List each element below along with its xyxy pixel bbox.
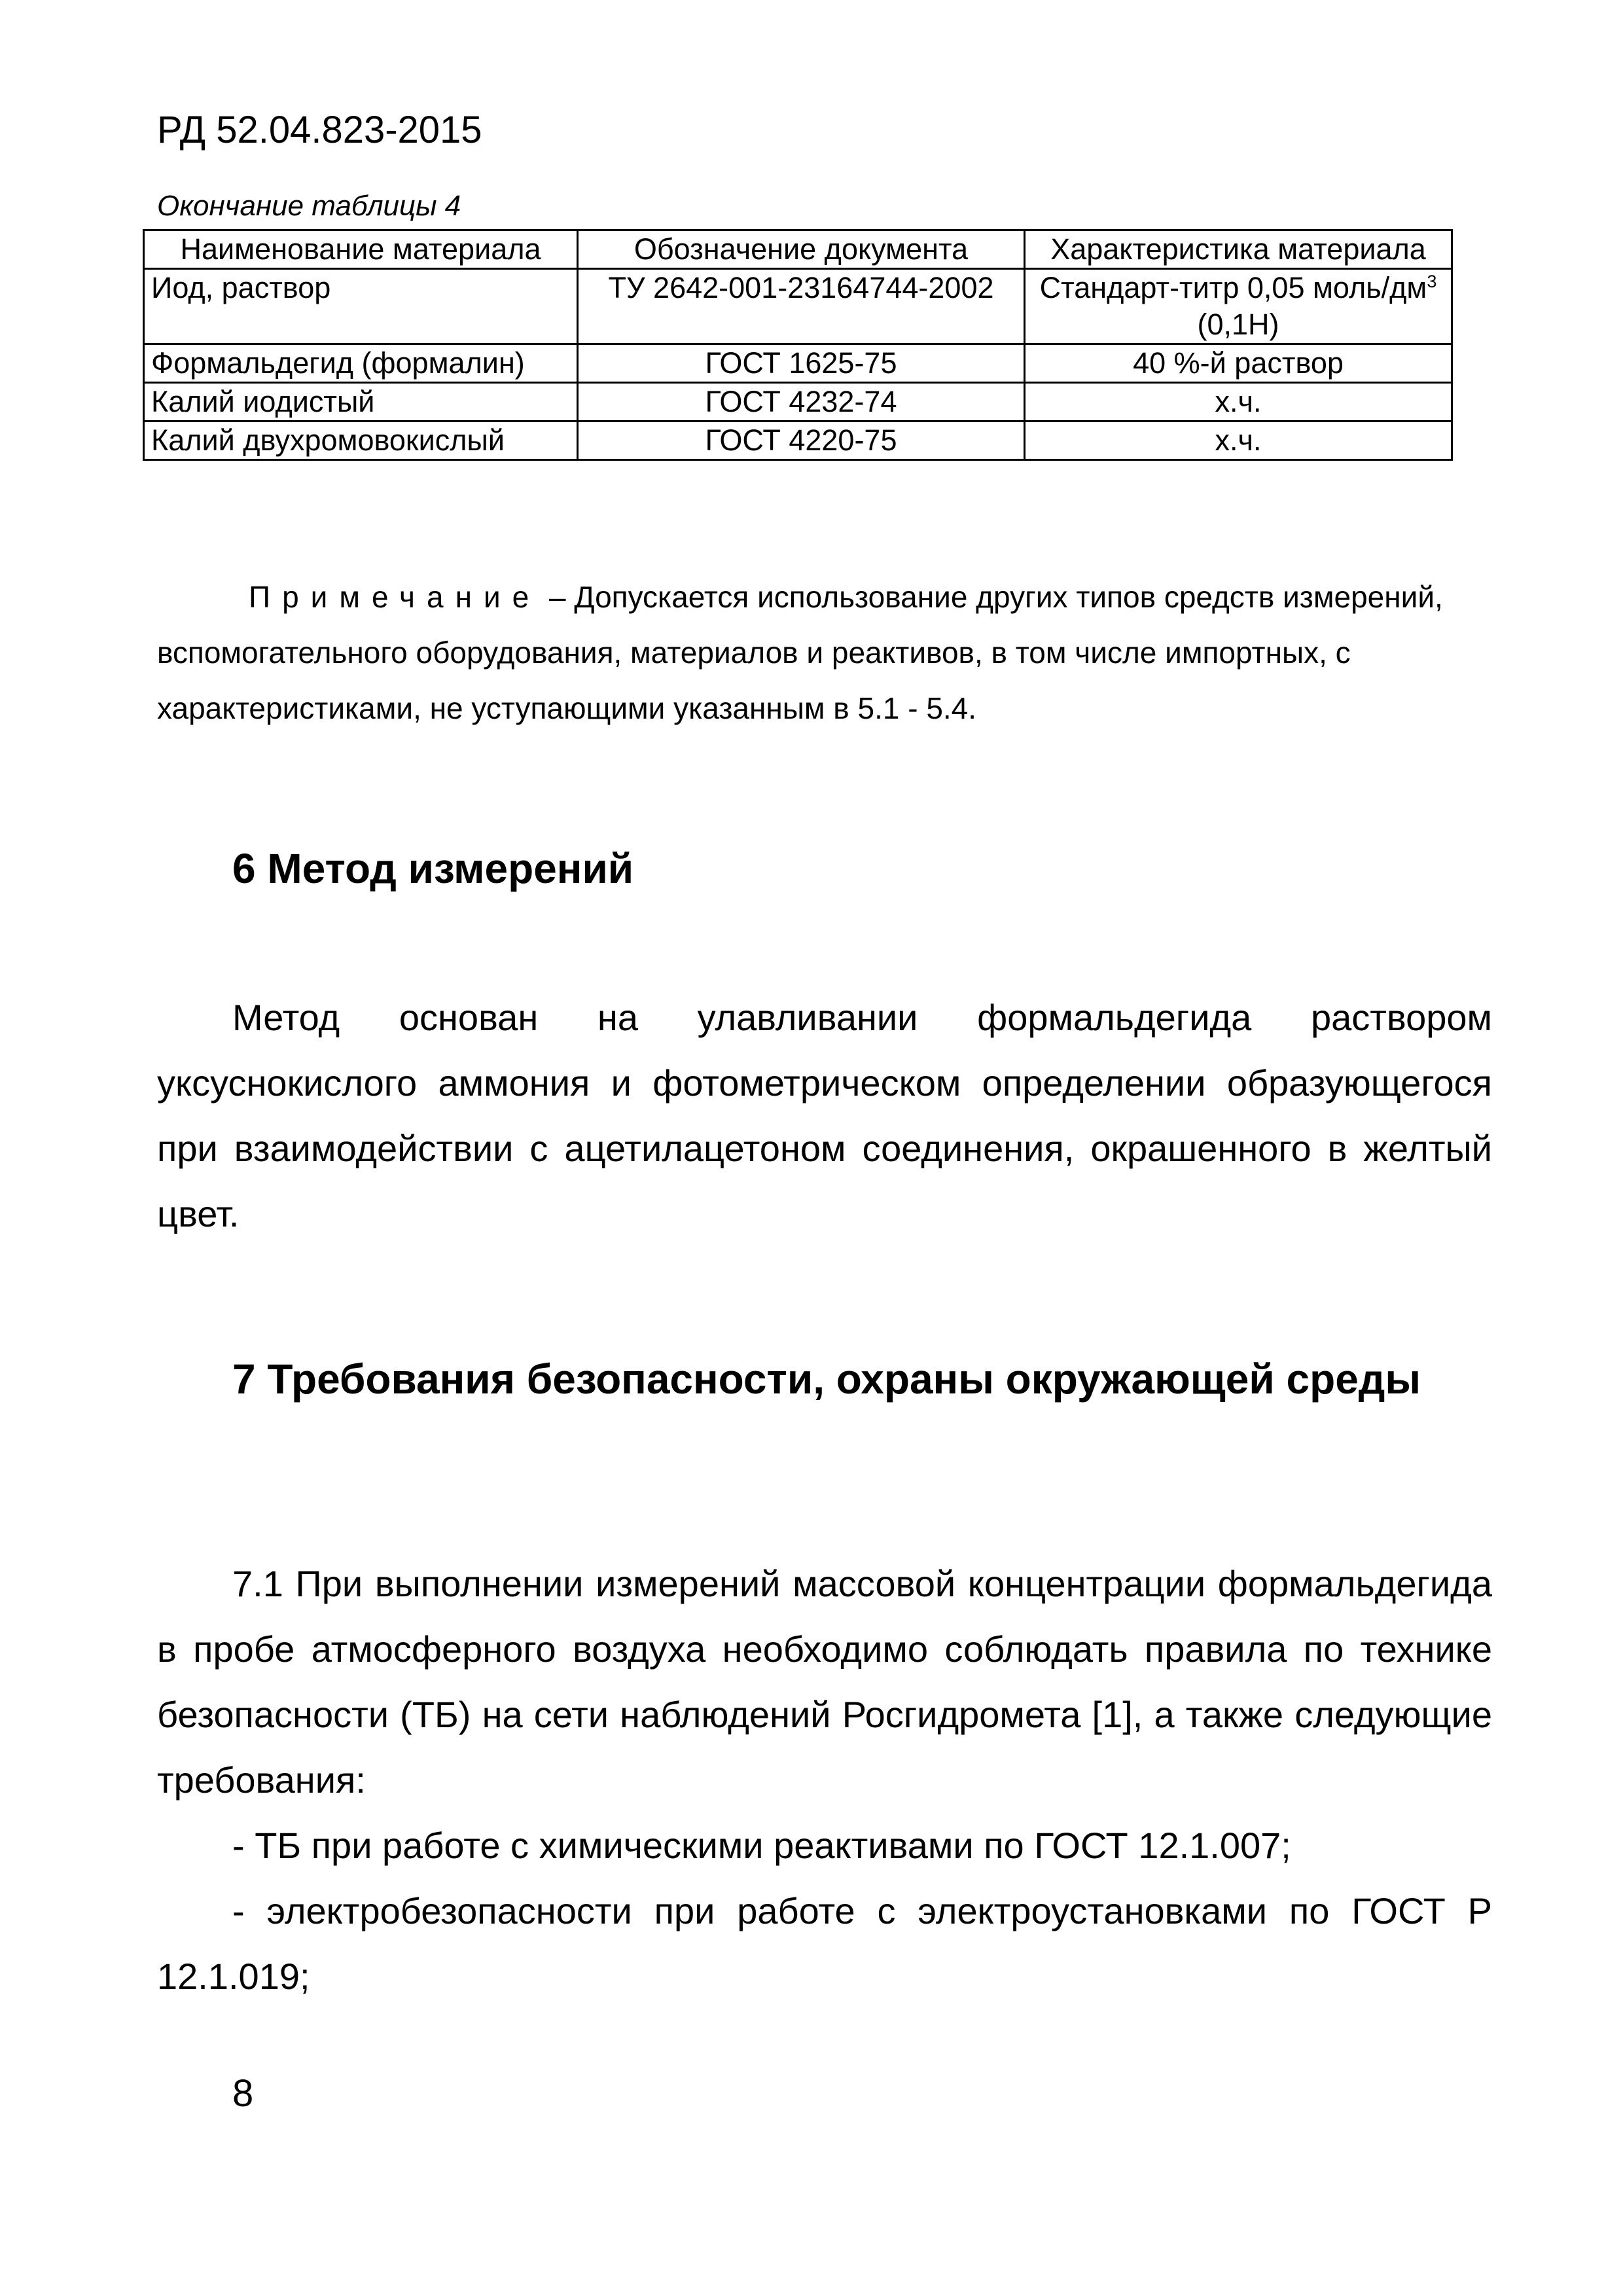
cell-char: 40 %-й раствор bbox=[1025, 344, 1452, 383]
section-6-body bbox=[157, 985, 1492, 1247]
cell-char: х.ч. bbox=[1025, 383, 1452, 422]
document-number: РД 52.04.823-2015 bbox=[157, 109, 482, 151]
table-header-row bbox=[144, 230, 1452, 269]
cell-doc: ТУ 2642-001-23164744-2002 bbox=[578, 269, 1025, 344]
list-item bbox=[157, 1878, 1492, 2009]
cell-doc: ГОСТ 4220-75 bbox=[578, 422, 1025, 460]
list-item-text: - ТБ при работе с химическими реактивами по ГОСТ 12.1.007; bbox=[232, 1825, 1291, 1866]
cell-doc: ГОСТ 1625-75 bbox=[578, 344, 1025, 383]
cell-doc: ГОСТ 4232-74 bbox=[578, 383, 1025, 422]
section-7-heading bbox=[157, 1355, 1466, 1403]
cell-char-superscript: 3 bbox=[1427, 272, 1437, 291]
cell-char: х.ч. bbox=[1025, 422, 1452, 460]
section-6-text: Метод основан на улавливании формальдегида раствором уксуснокислого аммония и фотометрическом определении образующегося при взаимодействии с ацетилацетоном соединения, окрашенного в желтый цвет. bbox=[157, 997, 1492, 1234]
section-6-heading: 6 Метод измерений bbox=[232, 845, 634, 892]
list-item bbox=[157, 1813, 1492, 1878]
paragraph-7-1 bbox=[157, 1551, 1492, 1813]
note-text: – Допускается использование других типов средств измерений, вспомогательного оборудования, материалов и реактивов, в том числе импортных, с характеристиками, не уступающими указанным в 5.1 - 5.4. bbox=[157, 580, 1443, 725]
paragraph-7-1-text: 7.1 При выполнении измерений массовой концентрации формальдегида в пробе атмосферного воздуха необходимо соблюдать правила по технике безопасности (ТБ) на сети наблюдений Росгидромета [1], а также следующие требования: bbox=[157, 1563, 1492, 1801]
table-row bbox=[144, 344, 1452, 383]
cell-name: Формальдегид (формалин) bbox=[144, 344, 578, 383]
col-header-doc: Обозначение документа bbox=[578, 230, 1025, 269]
note-label: Примечание bbox=[249, 580, 541, 614]
cell-name: Калий иодистый bbox=[144, 383, 578, 422]
table-row bbox=[144, 269, 1452, 344]
table-row bbox=[144, 383, 1452, 422]
page-number: 8 bbox=[232, 2072, 254, 2115]
cell-name: Калий двухромовокислый bbox=[144, 422, 578, 460]
table-row bbox=[144, 422, 1452, 460]
cell-char-suffix: (0,1Н) bbox=[1197, 308, 1279, 341]
table-note bbox=[157, 569, 1492, 736]
section-7-heading-text: 7 Требования безопасности, охраны окружающей среды bbox=[232, 1355, 1421, 1403]
list-item-text: - электробезопасности при работе с электроустановками по ГОСТ Р 12.1.019; bbox=[157, 1890, 1492, 1997]
cell-char-text: Стандарт-титр 0,05 моль/дм bbox=[1039, 271, 1427, 304]
col-header-name: Наименование материала bbox=[144, 230, 578, 269]
materials-table bbox=[143, 229, 1453, 461]
cell-char bbox=[1025, 269, 1452, 344]
cell-name: Иод, раствор bbox=[144, 269, 578, 344]
col-header-char: Характеристика материала bbox=[1025, 230, 1452, 269]
table-caption: Окончание таблицы 4 bbox=[157, 190, 461, 222]
